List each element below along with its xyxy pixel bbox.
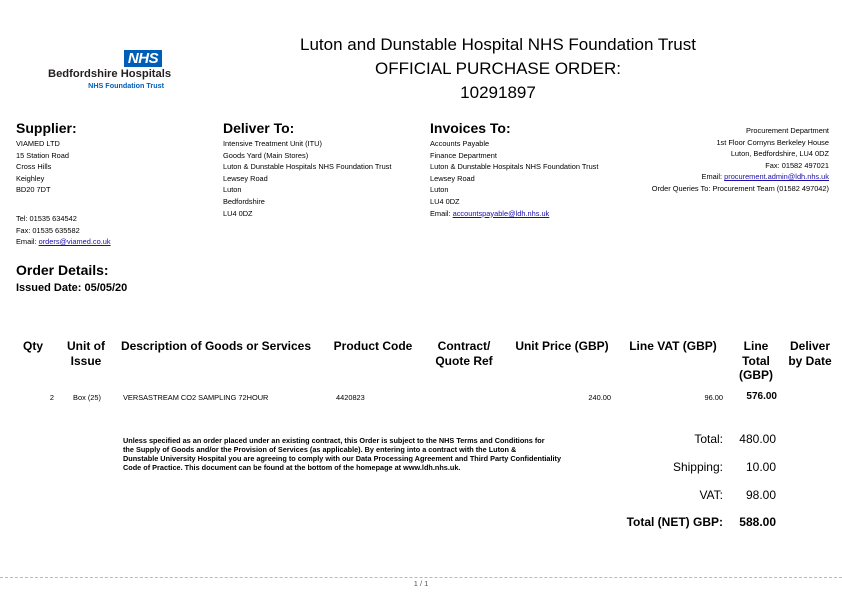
procurement-contact: [652, 125, 829, 195]
invoices-to-heading: Invoices To:: [430, 120, 511, 136]
terms-notice: [123, 436, 613, 472]
deliver-to-heading: Deliver To:: [223, 120, 295, 136]
col-header-unit-line: Issue: [70, 353, 102, 368]
deliver-line: Goods Yard (Main Stores): [223, 150, 309, 160]
supplier-line: BD20 7DT: [16, 185, 51, 195]
col-header-contract-line: Contract/: [437, 339, 491, 353]
supplier-line: Keighley: [16, 173, 45, 183]
supplier-heading: Supplier:: [16, 120, 77, 136]
deliver-line: Intensive Treatment Unit (ITU): [223, 139, 322, 148]
invoice-line: Finance Department: [430, 150, 497, 160]
order-number: 10291897: [460, 83, 536, 102]
supplier-email-link[interactable]: orders@viamed.co.uk: [38, 237, 111, 247]
row-product-code: 4420823: [336, 393, 365, 402]
invoice-line: Luton & Dunstable Hospitals NHS Foundation Trust: [430, 162, 599, 172]
supplier-email-row: [16, 236, 111, 248]
terms-line: the Supply of Goods and/or the Provision of Services (as applicable). By entering into a contract with the Luton &: [123, 445, 517, 454]
row-unit: Box (25): [73, 393, 101, 402]
supplier-address: [16, 138, 69, 196]
col-header-deliver-line: by Date: [788, 353, 832, 368]
deliver-line: Luton: [223, 185, 242, 195]
total-value: 480.00: [739, 432, 776, 446]
col-header-total-line: Line: [743, 339, 769, 353]
net-total-value: 588.00: [739, 515, 776, 529]
col-header-deliver-line: Deliver: [789, 339, 831, 353]
col-header-description: Description of Goods or Services: [120, 339, 312, 353]
invoice-line: LU4 0DZ: [430, 196, 460, 206]
supplier-line: VIAMED LTD: [16, 139, 60, 148]
invoices-email-link[interactable]: accountspayable@ldh.nhs.uk: [452, 208, 550, 218]
deliver-line: Bedfordshire: [223, 196, 265, 206]
col-header-contract: [424, 339, 504, 368]
total-label: Total:: [694, 432, 723, 446]
terms-line: Unless specified as an order placed under an existing contract, this Order is subject to the NHS Terms and Conditions for: [123, 436, 545, 445]
email-label: Email:: [16, 237, 39, 247]
invoice-line: Luton: [430, 185, 449, 195]
procurement-email-row: [652, 171, 829, 183]
supplier-fax: Fax: 01535 635582: [16, 225, 80, 235]
invoice-line: Accounts Payable: [430, 139, 490, 148]
supplier-contact: [16, 213, 111, 248]
email-label: Email:: [701, 172, 725, 182]
col-header-line-vat: Line VAT (GBP): [629, 339, 717, 353]
supplier-line: 15 Station Road: [16, 150, 70, 160]
row-line-vat: 96.00: [704, 393, 723, 402]
supplier-line: Cross Hills: [16, 162, 52, 172]
col-header-line-total: [730, 339, 782, 383]
row-unit-price: 240.00: [588, 393, 611, 402]
page-number: 1 / 1: [413, 579, 429, 588]
invoice-line: Lewsey Road: [430, 173, 475, 183]
footer-divider: [0, 577, 842, 578]
deliver-line: Lewsey Road: [223, 173, 268, 183]
procurement-line: Luton, Bedfordshire, LU4 0DZ: [730, 149, 829, 159]
issued-date: Issued Date: 05/05/20: [16, 282, 128, 294]
col-header-total-line: Total: [742, 353, 770, 368]
terms-line: Dunstable University Hospital you are agreeing to comply with our Data Processing Agreement and Third Party Confidentiality: [123, 454, 562, 463]
shipping-value: 10.00: [745, 460, 776, 474]
col-header-unit-line: Unit of: [67, 339, 105, 353]
col-header-total-line: (GBP): [739, 368, 773, 383]
deliver-line: Luton & Dunstable Hospitals NHS Foundation Trust: [223, 162, 392, 172]
logo-org-subtitle: NHS Foundation Trust: [88, 81, 164, 90]
procurement-line: Procurement Department: [746, 126, 829, 135]
col-header-unit: [58, 339, 114, 368]
col-header-qty: Qty: [22, 339, 43, 353]
document-title: OFFICIAL PURCHASE ORDER:: [375, 59, 621, 78]
procurement-queries: Order Queries To: Procurement Team (01582 497042): [651, 183, 829, 193]
procurement-email-link[interactable]: procurement.admin@ldh.nhs.uk: [724, 172, 829, 182]
trust-logo: [48, 50, 172, 92]
order-details-heading: Order Details:: [16, 262, 109, 278]
shipping-label: Shipping:: [672, 460, 723, 474]
terms-line: Code of Practice. This document can be found at the bottom of the homepage at www.ldh.nhs.uk.: [123, 463, 461, 472]
vat-label: VAT:: [699, 488, 723, 502]
deliver-to-address: [223, 138, 391, 219]
invoice-email-row: [430, 208, 598, 220]
net-total-label: Total (NET) GBP:: [626, 515, 723, 529]
col-header-deliver-by: [784, 339, 836, 368]
vat-value: 98.00: [745, 488, 776, 502]
row-description: VERSASTREAM CO2 SAMPLING 72HOUR: [123, 393, 269, 402]
email-label: Email:: [430, 208, 453, 218]
procurement-line: 1st Floor Cornyns Berkeley House: [716, 137, 829, 147]
nhs-logo-mark: NHS: [124, 50, 162, 67]
row-line-total: 576.00: [746, 391, 777, 402]
col-header-product-code: Product Code: [333, 339, 413, 353]
logo-org-name: Bedfordshire Hospitals: [48, 68, 172, 80]
invoices-to-address: [430, 138, 598, 219]
col-header-unit-price: Unit Price (GBP): [515, 339, 609, 353]
col-header-contract-line: Quote Ref: [435, 353, 493, 368]
procurement-line: Fax: 01582 497021: [765, 160, 829, 170]
trust-name: Luton and Dunstable Hospital NHS Foundation Trust: [300, 35, 696, 54]
deliver-line: LU4 0DZ: [223, 208, 253, 218]
row-qty: 2: [49, 393, 54, 402]
supplier-tel: Tel: 01535 634542: [16, 214, 77, 223]
